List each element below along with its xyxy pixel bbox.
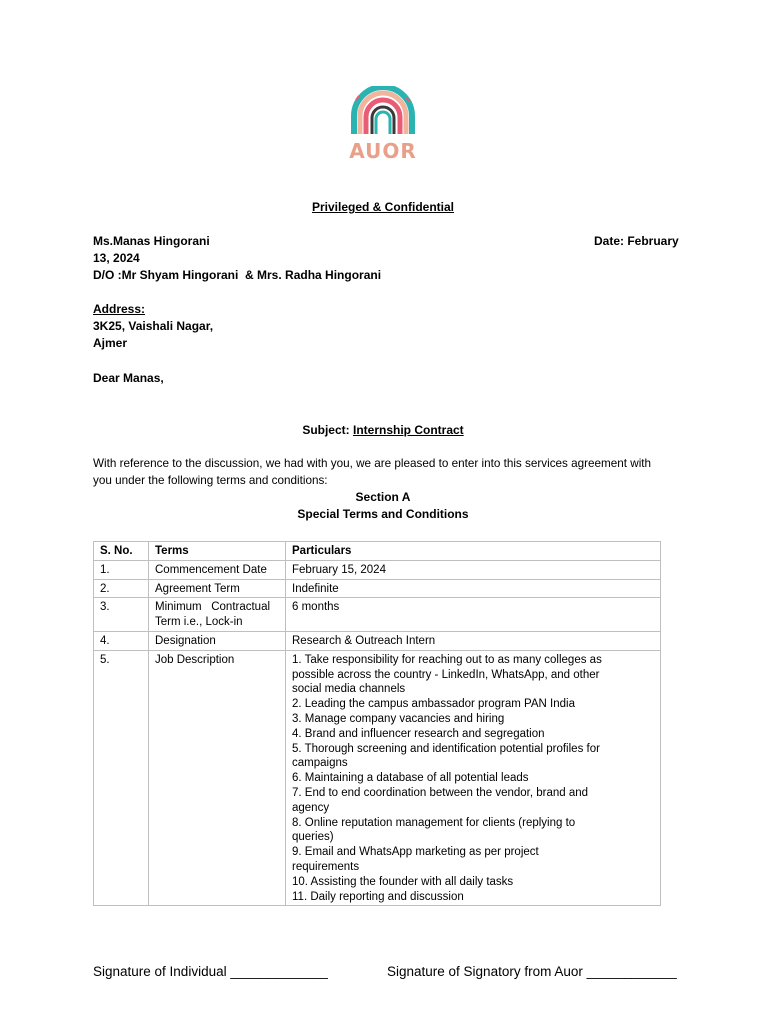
- jd-line: campaigns: [292, 757, 348, 770]
- row-sno: 2.: [94, 579, 149, 598]
- jd-line: 5. Thorough screening and identification potential profiles for: [292, 742, 600, 755]
- jd-line: 2. Leading the campus ambassador program PAN India: [292, 698, 575, 711]
- terms-table: [93, 541, 661, 906]
- jd-line: 10. Assisting the founder with all daily tasks: [292, 875, 514, 888]
- confidential-heading: Privileged & Confidential: [311, 200, 455, 214]
- salutation: Dear Manas,: [93, 371, 164, 385]
- table-row: [94, 560, 661, 579]
- row-sno: 4.: [94, 631, 149, 650]
- row-sno: 3.: [94, 598, 149, 632]
- jd-line: 4. Brand and influencer research and segregation: [292, 727, 545, 740]
- jd-line: 1. Take responsibility for reaching out to as many colleges as: [292, 653, 602, 666]
- row-term: Designation: [149, 631, 286, 650]
- subject-label: Subject:: [302, 423, 350, 437]
- subject-value: Internship Contract: [353, 423, 464, 437]
- intro-line-1: With reference to the discussion, we had with you, we are pleased to enter into this services agreement with: [93, 457, 652, 470]
- logo-wordmark: AUOR: [349, 139, 417, 163]
- header-particulars: Particulars: [286, 542, 661, 561]
- row-sno: 5.: [94, 650, 149, 906]
- table-header-row: [94, 542, 661, 561]
- row-term: Commencement Date: [149, 560, 286, 579]
- table-row: [94, 579, 661, 598]
- row-term: Agreement Term: [149, 579, 286, 598]
- section-title: Section A: [355, 490, 411, 504]
- address-line-2: Ajmer: [93, 336, 128, 350]
- intro-line-2: you under the following terms and conditions:: [93, 474, 328, 487]
- jd-line: agency: [292, 801, 330, 814]
- row-particular: 6 months: [286, 598, 661, 632]
- jd-line: 3. Manage company vacancies and hiring: [292, 712, 505, 725]
- header-terms: Terms: [149, 542, 286, 561]
- jd-line: 9. Email and WhatsApp marketing as per project: [292, 846, 539, 859]
- address-line-1: 3K25, Vaishali Nagar,: [93, 319, 214, 333]
- jd-line: possible across the country - LinkedIn, WhatsApp, and other: [292, 668, 600, 681]
- row-particular: Research & Outreach Intern: [286, 631, 661, 650]
- row-particular: February 15, 2024: [286, 560, 661, 579]
- jd-line: 7. End to end coordination between the vendor, brand and: [292, 786, 589, 799]
- jd-line: queries): [292, 831, 334, 844]
- header-sno: S. No.: [94, 542, 149, 561]
- table-row: [94, 598, 661, 632]
- row-term: Job Description: [149, 650, 286, 906]
- address-label: Address:: [93, 302, 146, 316]
- jd-line: social media channels: [292, 683, 406, 696]
- row-sno: 1.: [94, 560, 149, 579]
- signature-individual: Signature of Individual _____________: [93, 964, 328, 979]
- recipient-parents: D/O :Mr Shyam Hingorani & Mrs. Radha Hingorani: [93, 268, 382, 282]
- signature-signatory: Signature of Signatory from Auor ____________: [387, 964, 677, 979]
- section-subtitle: Special Terms and Conditions: [297, 507, 469, 521]
- recipient-name: Ms.Manas Hingorani: [93, 234, 210, 248]
- subject-line: [0, 422, 766, 439]
- table-row: [94, 650, 661, 906]
- table-row: [94, 631, 661, 650]
- job-description-list: [286, 650, 661, 906]
- jd-line: requirements: [292, 860, 360, 873]
- jd-line: 8. Online reputation management for clients (replying to: [292, 816, 576, 829]
- row-term: Minimum Contractual Term i.e., Lock-in: [149, 598, 286, 632]
- date-continuation: 13, 2024: [93, 251, 140, 265]
- row-particular: Indefinite: [286, 579, 661, 598]
- date-label: Date: February: [594, 234, 679, 248]
- jd-line: 11. Daily reporting and discussion: [292, 890, 464, 903]
- jd-line: 6. Maintaining a database of all potential leads: [292, 772, 529, 785]
